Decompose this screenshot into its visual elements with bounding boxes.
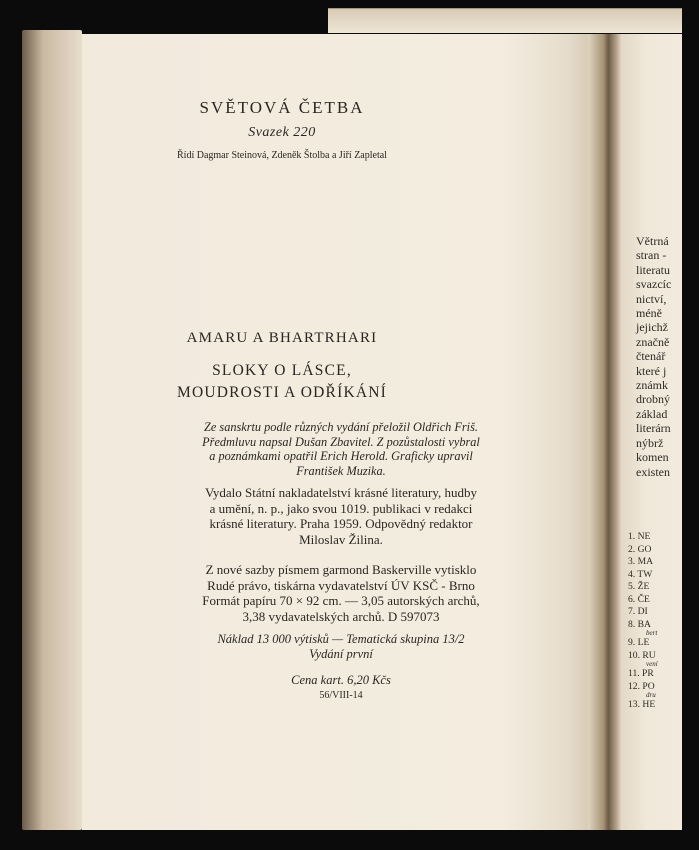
- right-page-list-item: 10. RU: [628, 649, 656, 661]
- right-page-text-line: literárn: [636, 421, 671, 436]
- book-authors: AMARU A BHARTRHARI: [186, 330, 378, 346]
- right-page-text: [636, 234, 671, 479]
- book-title-line-2: MOUDROSTI A ODŘÍKÁNÍ: [176, 384, 387, 401]
- right-page-text-line: literatu: [636, 262, 670, 277]
- right-page-text-line: stran -: [636, 248, 667, 263]
- print-line: Formát papíru 70 × 92 cm. — 3,05 autorských archů,: [202, 593, 480, 608]
- edition-line: Vydání první: [309, 647, 373, 661]
- right-page-text-line: Větrná: [636, 234, 669, 248]
- right-page-list-item: 9. LE: [628, 637, 650, 648]
- right-page-list-item: 12. PO: [628, 680, 655, 692]
- top-page-edge: [328, 8, 690, 33]
- right-page-text-line: existen: [636, 464, 670, 479]
- publisher-info: [158, 485, 524, 547]
- right-page-list-subtext: bert: [646, 629, 658, 637]
- catalog-code: 56/VIII-14: [319, 690, 363, 701]
- right-page-list-item: 6. ČE: [628, 593, 650, 605]
- right-page-text-line: drobný: [636, 392, 670, 407]
- right-page-text-line: značně: [636, 334, 670, 349]
- right-page-list-subtext: dru: [646, 691, 656, 699]
- right-page-text-line: které j: [636, 363, 667, 378]
- price: Cena kart. 6,20 Kčs: [291, 673, 391, 687]
- edition-line: Náklad 13 000 výtisků — Tematická skupina 13/2: [217, 632, 465, 646]
- translation-line: Ze sanskrtu podle různých vydání přeložil Oldřich Friš.: [204, 420, 478, 434]
- print-info: [158, 562, 524, 624]
- publisher-line: Vydalo Státní nakladatelství krásné literatury, hudby: [204, 485, 478, 500]
- right-page-text-line: méně: [636, 306, 662, 321]
- right-page-list-item: 11. PR: [628, 668, 654, 679]
- right-page-list-item: 3. MA: [628, 556, 654, 567]
- right-page: [622, 34, 684, 830]
- translation-line: Předmluvu napsal Dušan Zbavitel. Z pozůstalosti vybral: [202, 434, 480, 449]
- publisher-line: a umění, n. p., jako svou 1019. publikaci v redakci: [209, 500, 473, 516]
- right-page-list-item: 5. ŽE: [628, 581, 650, 592]
- translation-credits: [158, 420, 524, 478]
- right-page-text-line: čtenář: [636, 349, 666, 364]
- print-line: Rudé právo, tiskárna vydavatelství ÚV KSČ - Brno: [207, 577, 475, 593]
- book-title-line-1: SLOKY O LÁSCE,: [212, 362, 352, 379]
- publisher-line: krásné literatury. Praha 1959. Odpovědný redaktor: [209, 516, 473, 531]
- right-page-list-subtext: vení: [646, 660, 658, 668]
- right-page-text-line: známk: [636, 378, 668, 393]
- print-line: Z nové sazby písmem garmond Baskerville vytisklo: [205, 562, 477, 577]
- right-page-list-item: 8. BA: [628, 618, 651, 630]
- translation-line: František Muzika.: [296, 463, 386, 478]
- book-gutter: [588, 34, 622, 830]
- print-line: 3,38 vydavatelských archů. D 597073: [242, 608, 440, 624]
- right-page-list-item: 7. DI: [628, 606, 648, 617]
- right-page-list-item: 13. HE: [628, 699, 656, 710]
- edition-info: [158, 632, 524, 662]
- series-title: SVĚTOVÁ ČETBA: [199, 98, 365, 117]
- right-page-text-line: nýbrž: [636, 435, 664, 450]
- volume-number: Svazek 220: [248, 125, 316, 140]
- right-page-list-item: 2. GO: [628, 543, 652, 555]
- book-cover-edge: [22, 30, 82, 830]
- series-editors: Řídí Dagmar Steinová, Zdeněk Štolba a Jiří Zapletal: [177, 150, 387, 161]
- publisher-line: Miloslav Žilina.: [299, 531, 383, 547]
- right-background: [682, 0, 699, 850]
- right-page-text-line: základ: [636, 406, 668, 421]
- right-page-text-line: svazcíc: [636, 277, 672, 292]
- right-page-text-line: nictví,: [636, 291, 667, 306]
- right-page-list-item: 1. NE: [628, 531, 651, 542]
- right-page-text-line: komen: [636, 450, 669, 465]
- right-page-list-item: 4. TW: [628, 568, 653, 580]
- book-title: [82, 360, 482, 404]
- right-page-text-line: jejichž: [636, 320, 668, 335]
- translation-line: a poznámkami opatřil Erich Herold. Graficky upravil: [209, 449, 473, 463]
- right-page-list: [628, 531, 658, 712]
